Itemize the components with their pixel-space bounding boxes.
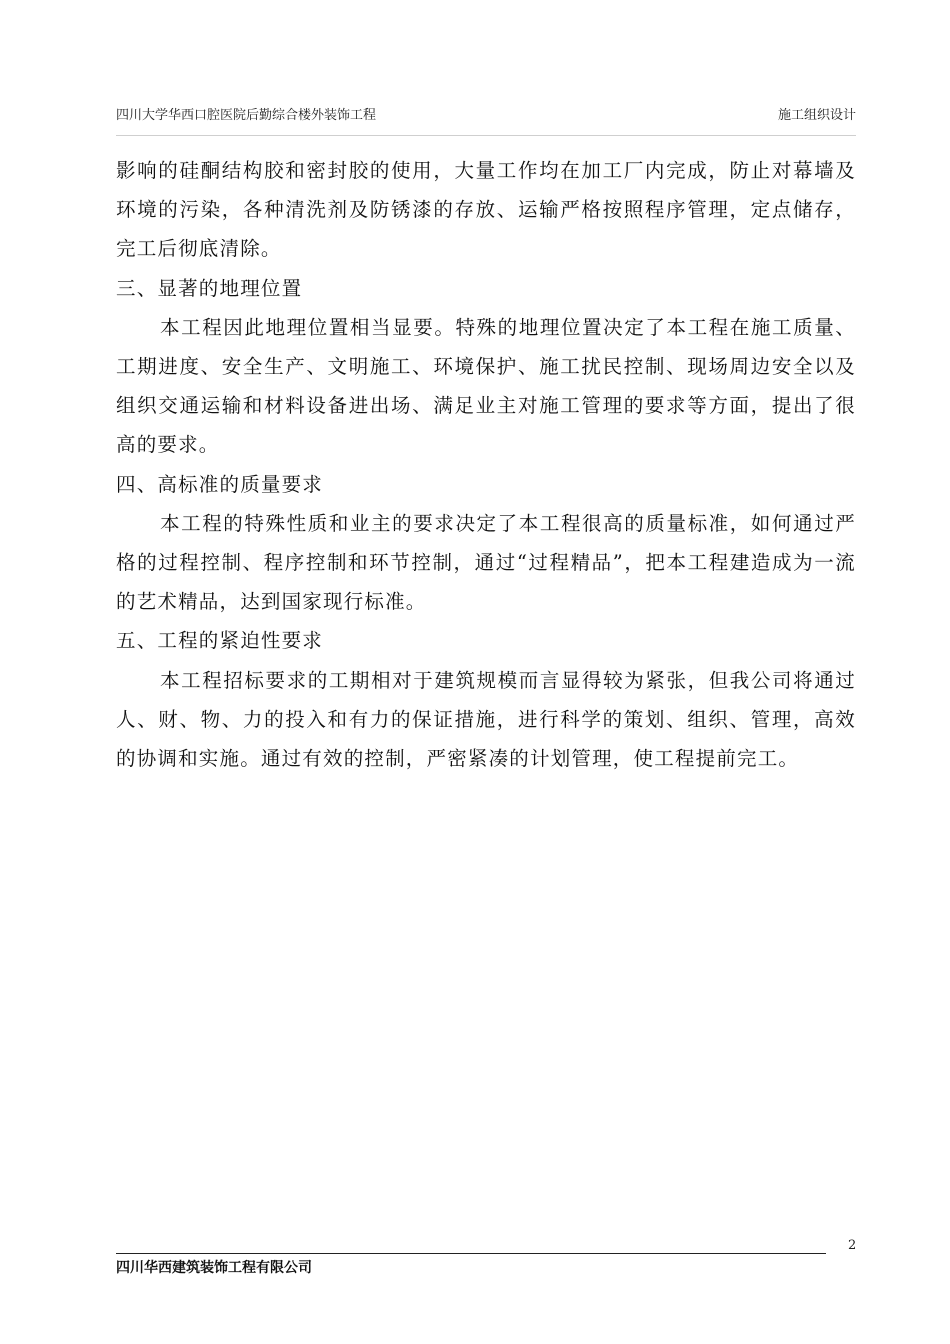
header-document-type: 施工组织设计 [777, 108, 856, 123]
page-number: 2 [848, 1238, 857, 1253]
section-heading-4: 四、高标准的质量要求 [116, 472, 324, 496]
document-body [116, 151, 856, 778]
page-header [116, 104, 856, 126]
paragraph-quality: 本工程的特殊性质和业主的要求决定了本工程很高的质量标准，如何通过严格的过程控制、程序控制和环节控制，通过“过程精品”，把本工程建造成为一流的艺术精品，达到国家现行标准。 [116, 511, 856, 614]
section-heading-3: 三、显著的地理位置 [116, 276, 303, 300]
footer-company-name: 四川华西建筑装饰工程有限公司 [116, 1260, 312, 1276]
header-project-title: 四川大学华西口腔医院后勤综合楼外装饰工程 [116, 108, 377, 123]
paragraph-urgency: 本工程招标要求的工期相对于建筑规模而言显得较为紧张，但我公司将通过人、财、物、力的投入和有力的保证措施，进行科学的策划、组织、管理，高效的协调和实施。通过有效的控制，严密紧凑的计划管理，使工程提前完工。 [116, 668, 856, 771]
paragraph-geography: 本工程因此地理位置相当显要。特殊的地理位置决定了本工程在施工质量、工期进度、安全生产、文明施工、环境保护、施工扰民控制、现场周边安全以及组织交通运输和材料设备进出场、满足业主对施工管理的要求等方面，提出了很高的要求。 [116, 315, 856, 457]
paragraph-continued: 影响的硅酮结构胶和密封胶的使用，大量工作均在加工厂内完成，防止对幕墙及环境的污染，各种清洗剂及防锈漆的存放、运输严格按照程序管理，定点储存，完工后彻底清除。 [116, 159, 856, 261]
section-heading-5: 五、工程的紧迫性要求 [116, 629, 324, 653]
header-divider [116, 135, 856, 136]
footer-divider [116, 1253, 826, 1254]
